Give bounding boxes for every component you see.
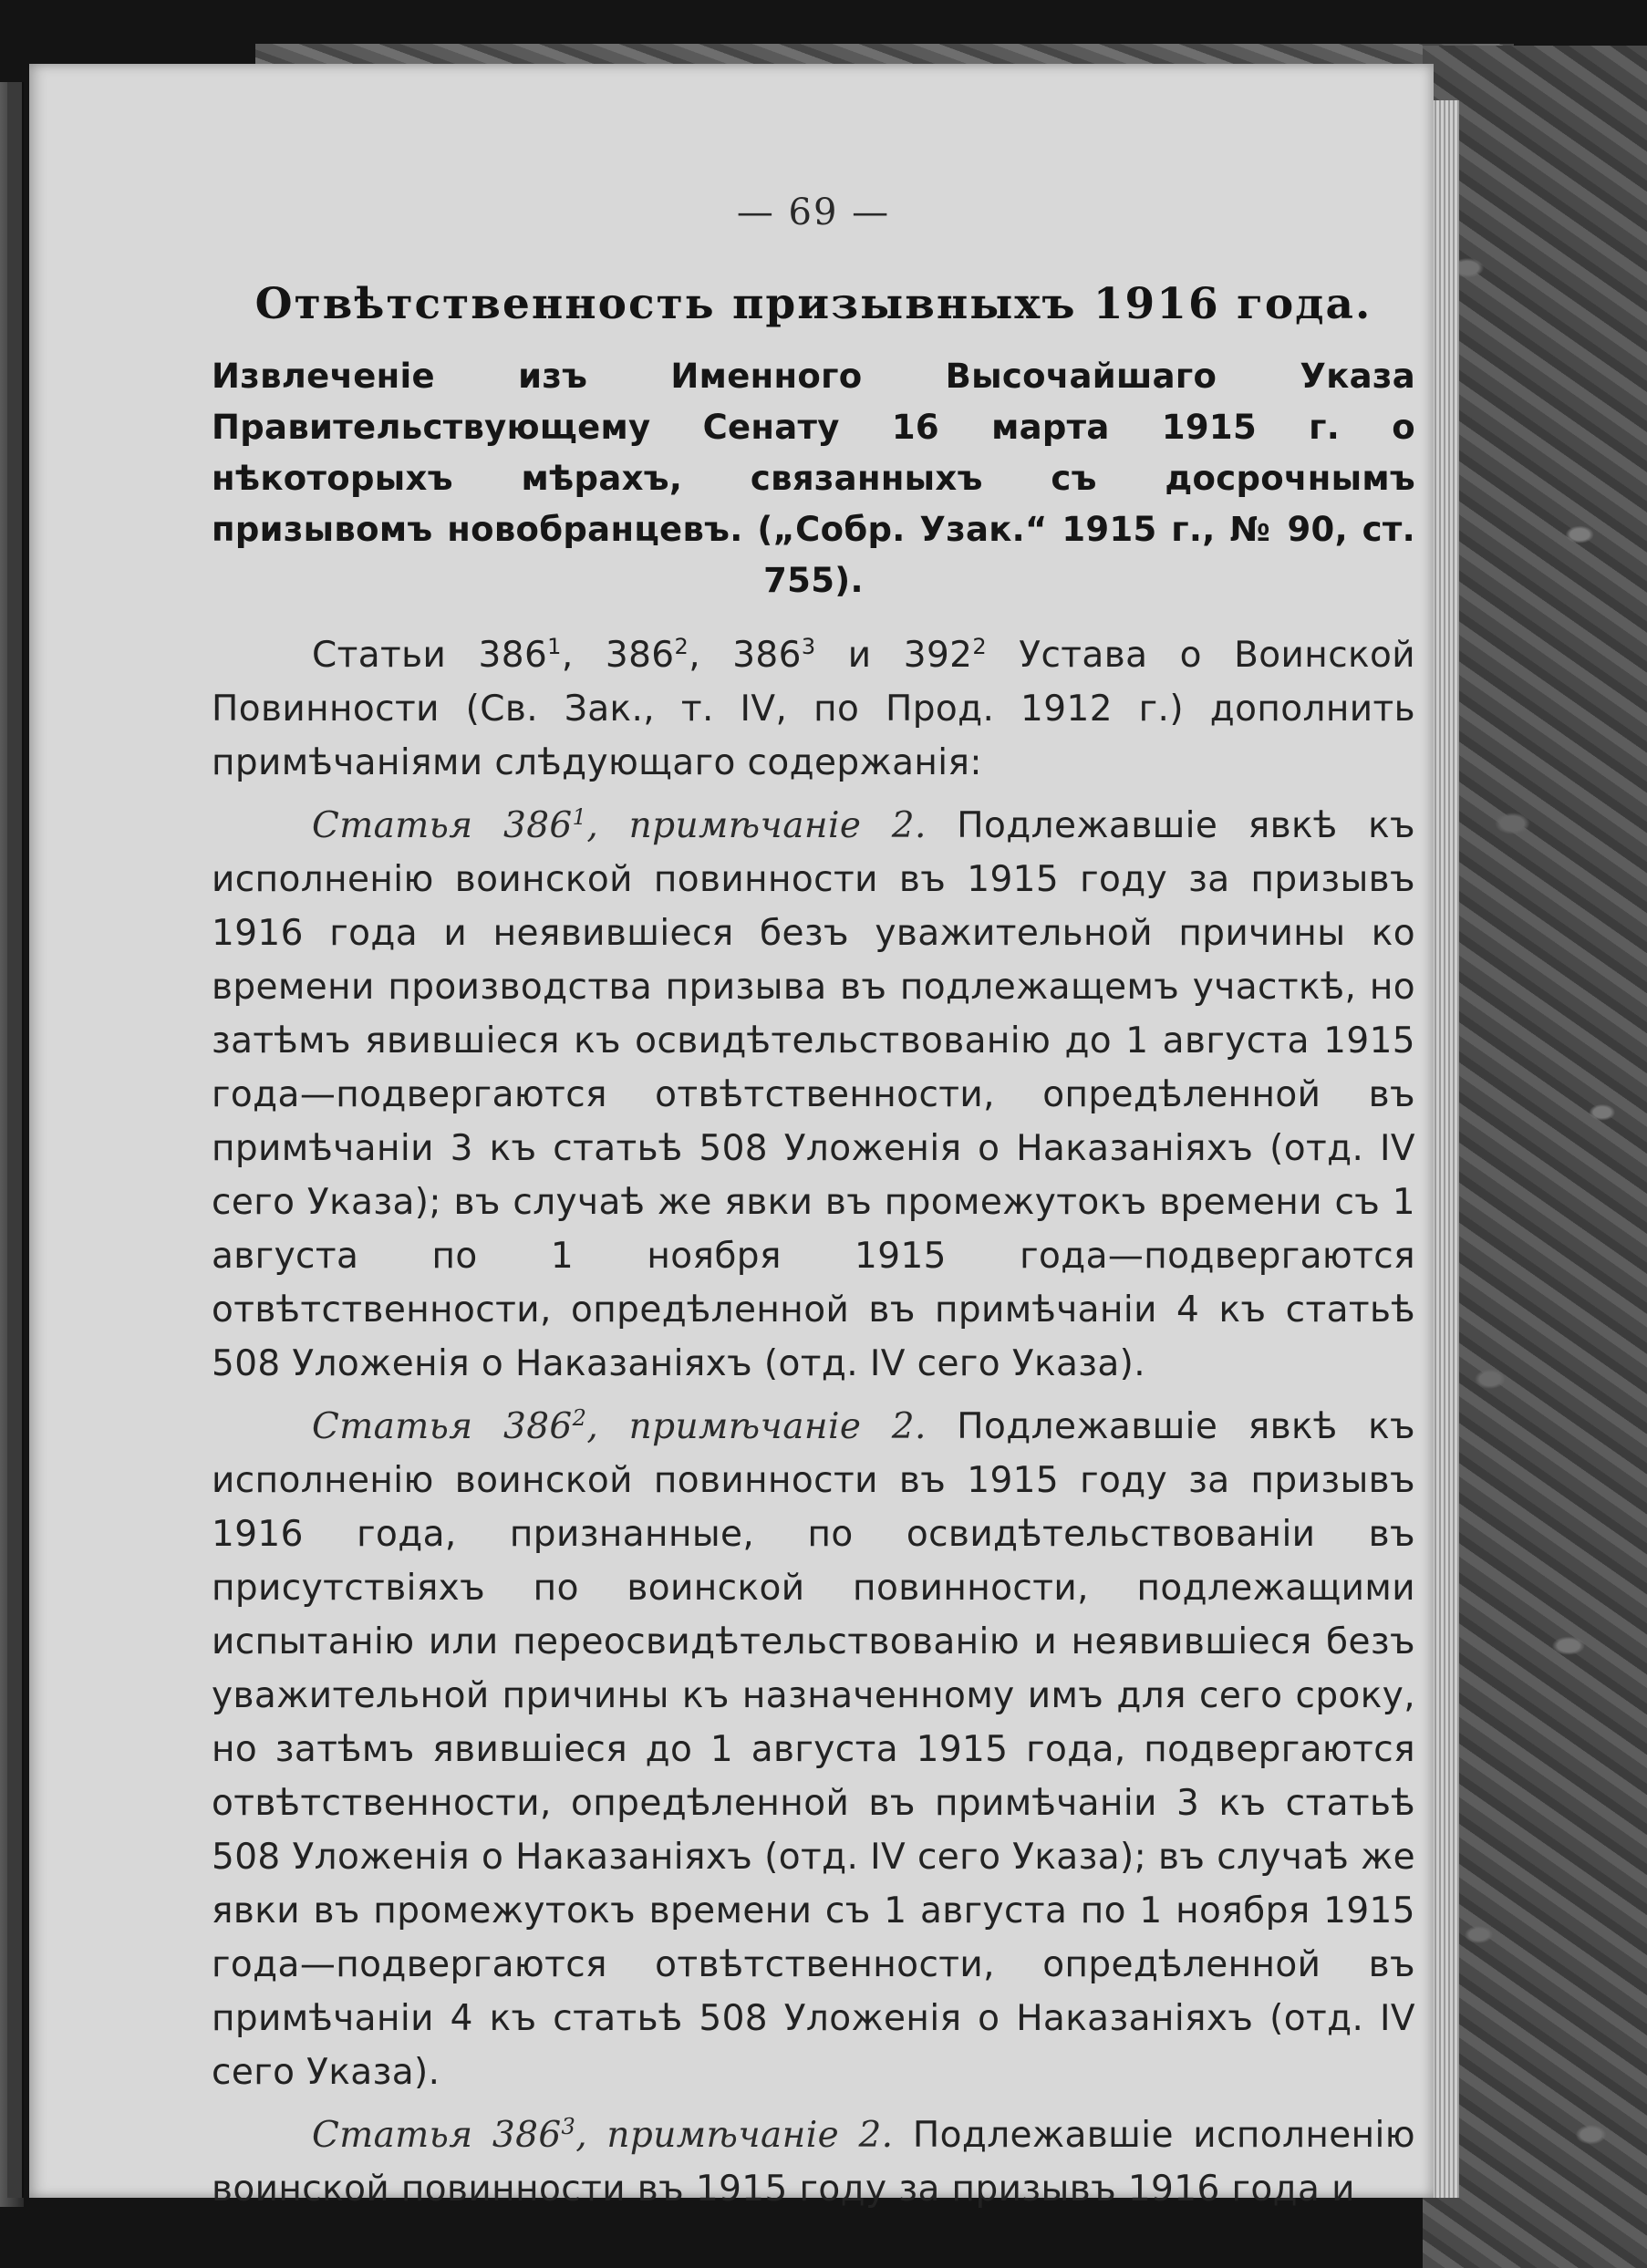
decree-extract-heading: Извлеченіе изъ Именного Высочайшаго Указа Правительствующему Сенату 16 марта 1915 г. о нѣкоторыхъ мѣрахъ, связанныхъ съ досрочнымъ призывомъ новобранцевъ. („Собр. Узак.“ 1915 г., № 90, ст. 755).	[212, 357, 1415, 600]
article-note-label: , примѣчаніе 2.	[586, 1406, 927, 1447]
article-386-3-note	[212, 2108, 1415, 2216]
page-title: Отвѣтственность призывныхъ 1916 года.	[254, 279, 1372, 329]
article-heading: Статья 386	[312, 805, 573, 846]
intro-rest: Устава о Воинской Повинности (Св. Зак., т. IV, по Прод. 1912 г.) дополнить примѣчаніями слѣдующаго содержанія:	[212, 635, 1415, 783]
page-content	[212, 192, 1415, 2225]
article-sup: 1	[572, 804, 587, 830]
article-body: Подлежавшіе явкѣ къ исполненію воинской повинности въ 1915 году за призывъ 1916 года и неявившіеся безъ уважительной причины ко времени производства призыва въ подлежащемъ участкѣ, но затѣмъ явившіеся къ освидѣтельствованію до 1 августа 1915 года—подвергаются отвѣтственности, опредѣленной въ примѣчаніи 3 къ статьѣ 508 Уложенія о Наказаніяхъ (отд. IV сего Указа); въ случаѣ же явки въ промежутокъ времени съ 1 августа по 1 ноября 1915 года—подвергаются отвѣтственности, опредѣленной въ примѣчаніи 4 къ статьѣ 508 Уложенія о Наказаніяхъ (отд. IV сего Указа).	[212, 805, 1415, 1384]
intro-sup-2: 2	[674, 634, 689, 659]
intro-sup-4: 2	[972, 634, 988, 659]
article-386-2-note	[212, 1400, 1415, 2099]
page-number: — 69 —	[736, 192, 891, 233]
article-body: Подлежавшіе явкѣ къ исполненію воинской повинности въ 1915 году за призывъ 1916 года, признанные, по освидѣтельствованіи въ присутствіяхъ по воинской повинности, подлежащими испытанію или переосвидѣтельствованію и неявившіеся безъ уважительной причины къ назначенному имъ для сего сроку, но затѣмъ явившіеся до 1 августа 1915 года, подвергаются отвѣтственности, опредѣленной въ примѣчаніи 3 къ статьѣ 508 Уложенія о Наказаніяхъ (отд. IV сего Указа); въ случаѣ же явки въ промежутокъ времени съ 1 августа по 1 ноября 1915 года—подвергаются отвѣтственности, опредѣленной въ примѣчаніи 4 къ статьѣ 508 Уложенія о Наказаніяхъ (отд. IV сего Указа).	[212, 1406, 1415, 2093]
article-sup: 3	[561, 2114, 576, 2139]
article-heading: Статья 386	[312, 1406, 573, 1447]
article-386-1-note	[212, 799, 1415, 1391]
article-note-label: , примѣчаніе 2.	[575, 2115, 894, 2156]
page-sheet	[29, 64, 1434, 2210]
intro-connector-1: , 386	[561, 635, 675, 676]
article-body: Подлежавшіе исполненію воинской повинности въ 1915 году за призывъ 1916 года и	[212, 2115, 1415, 2210]
article-sup: 2	[572, 1405, 587, 1431]
article-note-label: , примѣчаніе 2.	[586, 805, 927, 846]
intro-lead: Статьи 386	[312, 635, 548, 676]
intro-sup-3: 3	[801, 634, 816, 659]
article-heading: Статья 386	[312, 2115, 562, 2156]
intro-sup-1: 1	[547, 634, 562, 659]
intro-connector-3: и 392	[815, 635, 973, 676]
intro-connector-2: , 386	[689, 635, 802, 676]
intro-paragraph	[212, 628, 1415, 790]
cover-board-left	[7, 82, 24, 2198]
